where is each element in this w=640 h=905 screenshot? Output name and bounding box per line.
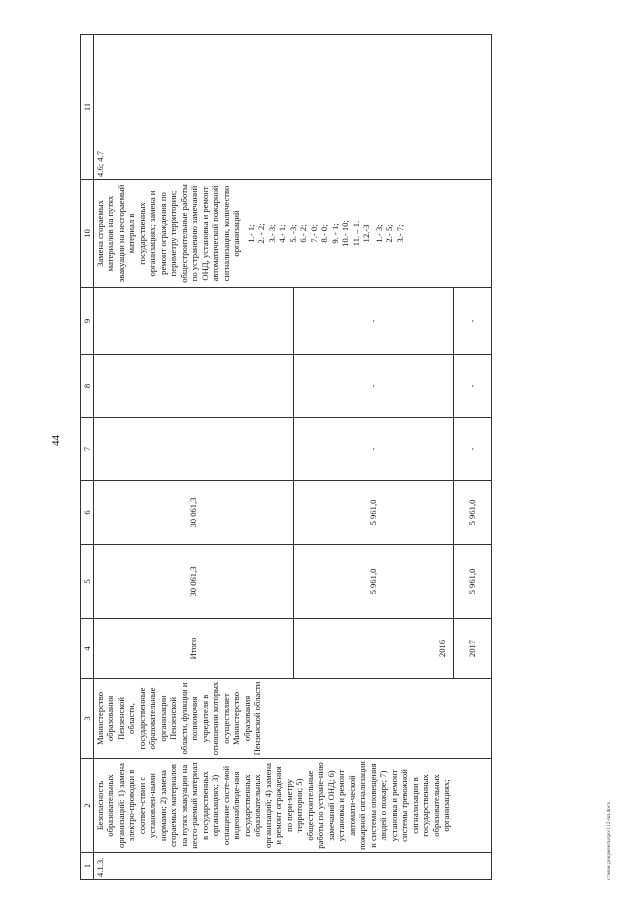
indicator-cell: Замена сгораемых материалов на путях эвакуации на несгораемый материал в государственных организациях; замена и ремонт ограждения по периметру территории; общестроительные работы по устранению замечаний ОНД, установка и ремонт автоматической пожарной сигнализации, количество организаций 1.- 1; 2. - 2; 3.- 3; 4.- 1; 5. -3; 6.- 2; 7.- 0; 8.- 0; 9. - 1; 10.- 10; 11. – 1. 12.-3 1.- 3; 2.- 5; 3.- 7; — [94, 180, 492, 288]
indicator-value: 8.- 0; — [319, 224, 330, 243]
indicator-values-2016 — [246, 182, 372, 285]
column-number: 5 — [81, 545, 94, 619]
indicator-value: 12.-3 — [361, 224, 372, 243]
column-number: 4 — [81, 619, 94, 679]
indicator-value: 5. -3; — [287, 224, 298, 243]
indicator-value: 7.- 0; — [308, 224, 319, 243]
col9-cell: - — [454, 288, 492, 355]
col9-cell — [94, 288, 294, 355]
year-cell: 2016 — [294, 619, 454, 679]
indicator-value: 10.- 10; — [340, 220, 351, 247]
column-number: 10 — [81, 180, 94, 288]
column-numbers-row — [81, 35, 94, 880]
program-table — [80, 34, 492, 880]
col7-cell: - — [294, 418, 454, 481]
total-cell: 5 961,0 — [454, 545, 492, 619]
year-cell: Итого — [94, 619, 294, 679]
column-number: 6 — [81, 481, 94, 545]
col8-cell — [94, 355, 294, 418]
executor-cell: Министерство образования Пензенской области, государственные образовательные организации Пензенской области, функции и полномочия учредителя в отношении которых осуществляет Министерство образования Пензенской области — [94, 679, 492, 759]
measure-description: Безопасность образовательных организаций: 1) замена электро-проводки в соответ-ствии с установлен-ными нормами; 2) замена сгораемых материалов на путях эвакуации на несго-раемый материал в государственных организациях; 3) оснащение систе-мой видеонаблюде-ния государственных образовательных организаций; 4) замена и ремонт ограждения по пери-метру территории; 5) общестроительные работы по устране-нию замечаний ОНД; 6) установка и ремонт автомати-ческой пожарной сигнализации и системы оповещения людей о пожаре; 7) установка и ремонт системы тревожной сигнализации в государственных образовательных организациях; — [94, 759, 492, 853]
column-number: 8 — [81, 355, 94, 418]
regional-budget-cell: 5 961,0 — [454, 481, 492, 545]
table-row — [94, 35, 294, 880]
row-number: 4.1.3. — [94, 853, 492, 880]
regional-budget-cell: 5 961,0 — [294, 481, 454, 545]
total-cell: 5 961,0 — [294, 545, 454, 619]
column-number: 11 — [81, 35, 94, 180]
col7-cell — [94, 418, 294, 481]
indicator-value: 4.- 1; — [277, 224, 288, 243]
col7-cell: - — [454, 418, 492, 481]
file-path-footer: c:\мои документы\ро\112-пп.docx — [606, 801, 612, 880]
column-number: 9 — [81, 288, 94, 355]
indicator-value: 2.- 5; — [384, 224, 395, 243]
indicator-value: 6.- 2; — [298, 224, 309, 243]
page-number: 44 — [50, 435, 62, 446]
year-cell: 2017 — [454, 619, 492, 679]
total-cell: 30 061,3 — [94, 545, 294, 619]
regional-budget-cell: 30 061,3 — [94, 481, 294, 545]
indicator-value: 3.- 7; — [394, 224, 405, 243]
col9-cell: - — [294, 288, 454, 355]
rotated-page — [80, 35, 596, 880]
indicator-value: 2. - 2; — [256, 223, 267, 244]
indicator-value: 11. – 1. — [350, 220, 361, 247]
col8-cell: - — [454, 355, 492, 418]
indicator-value: 9. - 1; — [329, 223, 340, 244]
links-cell: 4.6; 4.7 — [94, 35, 492, 180]
indicator-value: 3.- 3; — [266, 224, 277, 243]
column-number: 2 — [81, 759, 94, 853]
indicator-values-2017 — [374, 182, 405, 285]
column-number: 7 — [81, 418, 94, 481]
indicator-value: 1.- 1; — [245, 224, 256, 243]
col8-cell: - — [294, 355, 454, 418]
column-number: 3 — [81, 679, 94, 759]
column-number: 1 — [81, 853, 94, 880]
indicator-value: 1.- 3; — [373, 224, 384, 243]
